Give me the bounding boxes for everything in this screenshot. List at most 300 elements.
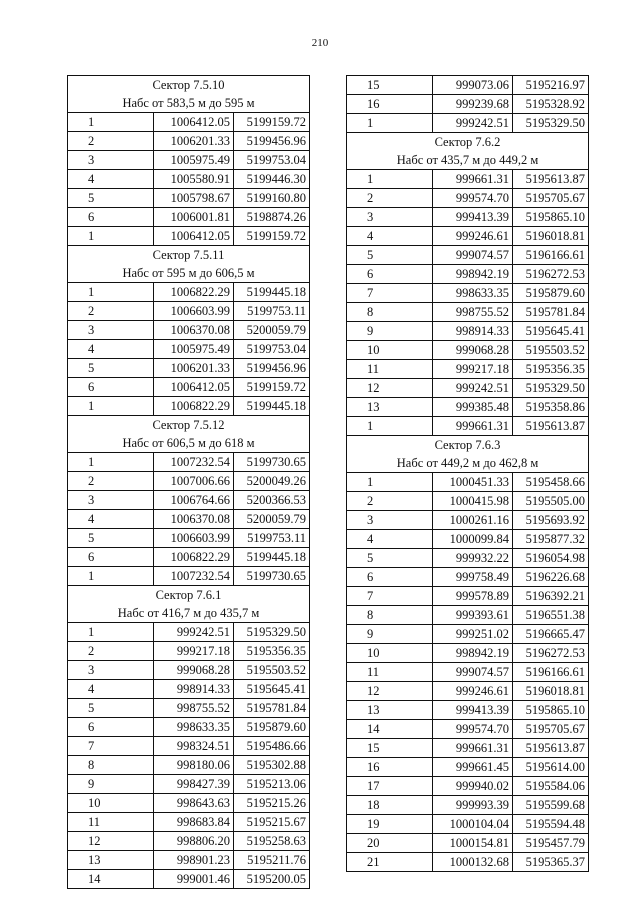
table-row <box>68 170 310 189</box>
table-row <box>68 813 310 832</box>
table-row <box>347 398 589 417</box>
point-number: 6 <box>68 208 154 227</box>
y-coordinate: 5195645.41 <box>234 680 310 699</box>
table-row <box>347 815 589 834</box>
y-coordinate: 5199730.65 <box>234 567 310 586</box>
y-coordinate: 5196018.81 <box>513 227 589 246</box>
y-coordinate: 5195693.92 <box>513 511 589 530</box>
table-row <box>347 76 589 95</box>
point-number: 9 <box>347 625 433 644</box>
y-coordinate: 5195584.06 <box>513 777 589 796</box>
x-coordinate: 1007232.54 <box>154 567 234 586</box>
point-number: 10 <box>347 341 433 360</box>
sector-range: Набс от 595 м до 606,5 м <box>68 264 310 283</box>
point-number: 1 <box>68 453 154 472</box>
x-coordinate: 998324.51 <box>154 737 234 756</box>
point-number: 13 <box>347 701 433 720</box>
y-coordinate: 5195705.67 <box>513 720 589 739</box>
y-coordinate: 5199753.04 <box>234 151 310 170</box>
x-coordinate: 1000415.98 <box>433 492 513 511</box>
table-row <box>68 453 310 472</box>
y-coordinate: 5195458.66 <box>513 473 589 492</box>
y-coordinate: 5195781.84 <box>234 699 310 718</box>
table-row <box>347 853 589 872</box>
x-coordinate: 998633.35 <box>154 718 234 737</box>
x-coordinate: 999246.61 <box>433 227 513 246</box>
y-coordinate: 5196018.81 <box>513 682 589 701</box>
point-number: 6 <box>347 265 433 284</box>
y-coordinate: 5195879.60 <box>513 284 589 303</box>
point-number: 2 <box>68 302 154 321</box>
point-number: 17 <box>347 777 433 796</box>
point-number: 3 <box>347 208 433 227</box>
y-coordinate: 5195781.84 <box>513 303 589 322</box>
y-coordinate: 5196166.61 <box>513 246 589 265</box>
table-row <box>68 680 310 699</box>
y-coordinate: 5195613.87 <box>513 170 589 189</box>
x-coordinate: 999251.02 <box>433 625 513 644</box>
point-number: 1 <box>347 114 433 133</box>
y-coordinate: 5195613.87 <box>513 739 589 758</box>
y-coordinate: 5199159.72 <box>234 378 310 397</box>
x-coordinate: 999932.22 <box>433 549 513 568</box>
x-coordinate: 999413.39 <box>433 208 513 227</box>
table-row <box>68 340 310 359</box>
x-coordinate: 999246.61 <box>433 682 513 701</box>
x-coordinate: 1006412.05 <box>154 113 234 132</box>
table-row <box>68 491 310 510</box>
coordinates-table-left <box>67 75 310 889</box>
y-coordinate: 5200366.53 <box>234 491 310 510</box>
x-coordinate: 1000099.84 <box>433 530 513 549</box>
y-coordinate: 5200059.79 <box>234 510 310 529</box>
point-number: 2 <box>68 472 154 491</box>
table-row <box>68 642 310 661</box>
y-coordinate: 5199753.11 <box>234 529 310 548</box>
y-coordinate: 5195216.97 <box>513 76 589 95</box>
x-coordinate: 999217.18 <box>154 642 234 661</box>
x-coordinate: 998683.84 <box>154 813 234 832</box>
point-number: 4 <box>68 340 154 359</box>
point-number: 5 <box>68 189 154 208</box>
table-row <box>68 529 310 548</box>
point-number: 19 <box>347 815 433 834</box>
point-number: 9 <box>68 775 154 794</box>
x-coordinate: 999661.45 <box>433 758 513 777</box>
sector-title-row <box>68 246 310 265</box>
x-coordinate: 1000261.16 <box>433 511 513 530</box>
point-number: 14 <box>68 870 154 889</box>
table-row <box>347 663 589 682</box>
y-coordinate: 5199753.11 <box>234 302 310 321</box>
y-coordinate: 5195879.60 <box>234 718 310 737</box>
x-coordinate: 1005975.49 <box>154 151 234 170</box>
x-coordinate: 998914.33 <box>433 322 513 341</box>
x-coordinate: 998633.35 <box>433 284 513 303</box>
point-number: 7 <box>68 737 154 756</box>
table-row <box>347 322 589 341</box>
x-coordinate: 999393.61 <box>433 606 513 625</box>
table-row <box>68 737 310 756</box>
table-row <box>347 417 589 436</box>
table-row <box>68 699 310 718</box>
table-row <box>68 567 310 586</box>
sector-range-row <box>347 151 589 170</box>
x-coordinate: 1000132.68 <box>433 853 513 872</box>
x-coordinate: 1006822.29 <box>154 397 234 416</box>
table-row <box>347 587 589 606</box>
table-row <box>347 114 589 133</box>
table-row <box>68 661 310 680</box>
point-number: 16 <box>347 758 433 777</box>
sector-range: Набс от 449,2 м до 462,8 м <box>347 454 589 473</box>
y-coordinate: 5199159.72 <box>234 113 310 132</box>
point-number: 3 <box>68 321 154 340</box>
table-row <box>68 756 310 775</box>
y-coordinate: 5195503.52 <box>234 661 310 680</box>
table-row <box>347 739 589 758</box>
point-number: 4 <box>68 170 154 189</box>
x-coordinate: 998643.63 <box>154 794 234 813</box>
x-coordinate: 999578.89 <box>433 587 513 606</box>
y-coordinate: 5195877.32 <box>513 530 589 549</box>
sector-title: Сектор 7.6.3 <box>347 436 589 455</box>
x-coordinate: 999413.39 <box>433 701 513 720</box>
x-coordinate: 1007006.66 <box>154 472 234 491</box>
table-row <box>347 777 589 796</box>
sector-range-row <box>68 264 310 283</box>
y-coordinate: 5200049.26 <box>234 472 310 491</box>
y-coordinate: 5195865.10 <box>513 208 589 227</box>
x-coordinate: 1000104.04 <box>433 815 513 834</box>
sector-title: Сектор 7.6.2 <box>347 133 589 152</box>
table-row <box>347 606 589 625</box>
x-coordinate: 998180.06 <box>154 756 234 775</box>
point-number: 4 <box>347 227 433 246</box>
x-coordinate: 1006822.29 <box>154 548 234 567</box>
table-row <box>347 189 589 208</box>
point-number: 8 <box>347 606 433 625</box>
y-coordinate: 5195613.87 <box>513 417 589 436</box>
sector-range: Набс от 416,7 м до 435,7 м <box>68 604 310 623</box>
point-number: 2 <box>347 189 433 208</box>
y-coordinate: 5196166.61 <box>513 663 589 682</box>
x-coordinate: 1005975.49 <box>154 340 234 359</box>
coordinates-table-right <box>346 75 589 872</box>
x-coordinate: 998914.33 <box>154 680 234 699</box>
y-coordinate: 5195594.48 <box>513 815 589 834</box>
table-row <box>68 472 310 491</box>
y-coordinate: 5195614.00 <box>513 758 589 777</box>
table-row <box>347 360 589 379</box>
x-coordinate: 998755.52 <box>154 699 234 718</box>
x-coordinate: 1005580.91 <box>154 170 234 189</box>
x-coordinate: 998806.20 <box>154 832 234 851</box>
x-coordinate: 1006201.33 <box>154 132 234 151</box>
y-coordinate: 5195329.50 <box>513 114 589 133</box>
table-row <box>347 473 589 492</box>
table-row <box>68 359 310 378</box>
point-number: 2 <box>68 642 154 661</box>
y-coordinate: 5195302.88 <box>234 756 310 775</box>
y-coordinate: 5195329.50 <box>513 379 589 398</box>
point-number: 6 <box>347 568 433 587</box>
x-coordinate: 999574.70 <box>433 189 513 208</box>
table-row <box>347 511 589 530</box>
point-number: 1 <box>68 113 154 132</box>
y-coordinate: 5199456.96 <box>234 359 310 378</box>
table-row <box>347 208 589 227</box>
point-number: 13 <box>347 398 433 417</box>
point-number: 7 <box>347 587 433 606</box>
sector-title: Сектор 7.5.10 <box>68 76 310 95</box>
point-number: 5 <box>347 246 433 265</box>
y-coordinate: 5198874.26 <box>234 208 310 227</box>
x-coordinate: 1006764.66 <box>154 491 234 510</box>
y-coordinate: 5195505.00 <box>513 492 589 511</box>
point-number: 10 <box>68 794 154 813</box>
table-row <box>347 492 589 511</box>
x-coordinate: 998942.19 <box>433 265 513 284</box>
y-coordinate: 5195356.35 <box>513 360 589 379</box>
point-number: 18 <box>347 796 433 815</box>
point-number: 11 <box>347 360 433 379</box>
y-coordinate: 5199446.30 <box>234 170 310 189</box>
x-coordinate: 999574.70 <box>433 720 513 739</box>
point-number: 2 <box>68 132 154 151</box>
y-coordinate: 5195328.92 <box>513 95 589 114</box>
table-row <box>347 303 589 322</box>
point-number: 13 <box>68 851 154 870</box>
sector-range-row <box>68 94 310 113</box>
x-coordinate: 999242.51 <box>433 114 513 133</box>
table-row <box>68 132 310 151</box>
x-coordinate: 999239.68 <box>433 95 513 114</box>
x-coordinate: 999068.28 <box>154 661 234 680</box>
x-coordinate: 1006822.29 <box>154 283 234 302</box>
x-coordinate: 999661.31 <box>433 739 513 758</box>
point-number: 1 <box>68 623 154 642</box>
table-row <box>347 530 589 549</box>
y-coordinate: 5195486.66 <box>234 737 310 756</box>
y-coordinate: 5195645.41 <box>513 322 589 341</box>
point-number: 12 <box>68 832 154 851</box>
table-row <box>347 796 589 815</box>
sector-title: Сектор 7.5.11 <box>68 246 310 265</box>
point-number: 9 <box>347 322 433 341</box>
point-number: 1 <box>68 283 154 302</box>
y-coordinate: 5199445.18 <box>234 397 310 416</box>
y-coordinate: 5195865.10 <box>513 701 589 720</box>
point-number: 5 <box>68 529 154 548</box>
y-coordinate: 5195365.37 <box>513 853 589 872</box>
x-coordinate: 999242.51 <box>154 623 234 642</box>
sector-range: Набс от 583,5 м до 595 м <box>68 94 310 113</box>
table-row <box>68 397 310 416</box>
point-number: 3 <box>68 151 154 170</box>
point-number: 3 <box>68 661 154 680</box>
table-row <box>68 189 310 208</box>
table-row <box>68 151 310 170</box>
x-coordinate: 998901.23 <box>154 851 234 870</box>
x-coordinate: 999993.39 <box>433 796 513 815</box>
y-coordinate: 5199445.18 <box>234 548 310 567</box>
table-row <box>347 246 589 265</box>
sector-title: Сектор 7.6.1 <box>68 586 310 605</box>
x-coordinate: 1007232.54 <box>154 453 234 472</box>
point-number: 1 <box>68 397 154 416</box>
y-coordinate: 5200059.79 <box>234 321 310 340</box>
y-coordinate: 5196665.47 <box>513 625 589 644</box>
x-coordinate: 999068.28 <box>433 341 513 360</box>
sector-title-row <box>68 586 310 605</box>
point-number: 5 <box>347 549 433 568</box>
table-row <box>347 227 589 246</box>
y-coordinate: 5195258.63 <box>234 832 310 851</box>
sector-title-row <box>68 416 310 435</box>
x-coordinate: 1006370.08 <box>154 510 234 529</box>
table-row <box>347 834 589 853</box>
x-coordinate: 998942.19 <box>433 644 513 663</box>
table-row <box>68 208 310 227</box>
table-row <box>68 113 310 132</box>
x-coordinate: 999074.57 <box>433 663 513 682</box>
point-number: 8 <box>347 303 433 322</box>
x-coordinate: 999661.31 <box>433 170 513 189</box>
point-number: 1 <box>347 473 433 492</box>
point-number: 8 <box>68 756 154 775</box>
x-coordinate: 1006370.08 <box>154 321 234 340</box>
table-row <box>68 851 310 870</box>
x-coordinate: 1006603.99 <box>154 529 234 548</box>
point-number: 14 <box>347 720 433 739</box>
table-row <box>347 625 589 644</box>
table-row <box>347 682 589 701</box>
point-number: 15 <box>347 76 433 95</box>
table-row <box>347 568 589 587</box>
table-row <box>347 644 589 663</box>
point-number: 11 <box>68 813 154 832</box>
point-number: 1 <box>347 170 433 189</box>
sector-range: Набс от 435,7 м до 449,2 м <box>347 151 589 170</box>
y-coordinate: 5196551.38 <box>513 606 589 625</box>
point-number: 6 <box>68 378 154 397</box>
point-number: 5 <box>68 699 154 718</box>
point-number: 12 <box>347 379 433 398</box>
x-coordinate: 1006412.05 <box>154 227 234 246</box>
y-coordinate: 5196226.68 <box>513 568 589 587</box>
point-number: 6 <box>68 548 154 567</box>
x-coordinate: 1000154.81 <box>433 834 513 853</box>
table-row <box>68 283 310 302</box>
table-row <box>68 870 310 889</box>
x-coordinate: 1000451.33 <box>433 473 513 492</box>
x-coordinate: 999217.18 <box>433 360 513 379</box>
point-number: 5 <box>68 359 154 378</box>
table-row <box>347 549 589 568</box>
table-row <box>347 95 589 114</box>
sector-range-row <box>68 434 310 453</box>
y-coordinate: 5199159.72 <box>234 227 310 246</box>
y-coordinate: 5196272.53 <box>513 265 589 284</box>
x-coordinate: 999001.46 <box>154 870 234 889</box>
x-coordinate: 999242.51 <box>433 379 513 398</box>
table-row <box>347 341 589 360</box>
x-coordinate: 1006412.05 <box>154 378 234 397</box>
table-row <box>68 775 310 794</box>
x-coordinate: 999073.06 <box>433 76 513 95</box>
sector-title-row <box>347 133 589 152</box>
y-coordinate: 5195705.67 <box>513 189 589 208</box>
point-number: 4 <box>68 510 154 529</box>
table-row <box>347 379 589 398</box>
table-row <box>347 170 589 189</box>
table-row <box>68 548 310 567</box>
sector-range-row <box>347 454 589 473</box>
table-row <box>68 718 310 737</box>
point-number: 3 <box>347 511 433 530</box>
table-row <box>68 321 310 340</box>
y-coordinate: 5195356.35 <box>234 642 310 661</box>
table-row <box>68 794 310 813</box>
y-coordinate: 5195215.67 <box>234 813 310 832</box>
sector-range-row <box>68 604 310 623</box>
point-number: 1 <box>347 417 433 436</box>
point-number: 7 <box>347 284 433 303</box>
y-coordinate: 5196054.98 <box>513 549 589 568</box>
y-coordinate: 5195215.26 <box>234 794 310 813</box>
table-row <box>68 227 310 246</box>
y-coordinate: 5196392.21 <box>513 587 589 606</box>
y-coordinate: 5199445.18 <box>234 283 310 302</box>
sector-title: Сектор 7.5.12 <box>68 416 310 435</box>
point-number: 16 <box>347 95 433 114</box>
point-number: 1 <box>68 567 154 586</box>
x-coordinate: 999758.49 <box>433 568 513 587</box>
y-coordinate: 5195211.76 <box>234 851 310 870</box>
point-number: 3 <box>68 491 154 510</box>
table-row <box>68 623 310 642</box>
y-coordinate: 5199160.80 <box>234 189 310 208</box>
table-row <box>68 302 310 321</box>
point-number: 6 <box>68 718 154 737</box>
x-coordinate: 999940.02 <box>433 777 513 796</box>
y-coordinate: 5195503.52 <box>513 341 589 360</box>
point-number: 21 <box>347 853 433 872</box>
y-coordinate: 5195329.50 <box>234 623 310 642</box>
y-coordinate: 5199753.04 <box>234 340 310 359</box>
x-coordinate: 999385.48 <box>433 398 513 417</box>
point-number: 4 <box>68 680 154 699</box>
table-row <box>347 758 589 777</box>
point-number: 11 <box>347 663 433 682</box>
point-number: 10 <box>347 644 433 663</box>
point-number: 4 <box>347 530 433 549</box>
y-coordinate: 5195213.06 <box>234 775 310 794</box>
sector-range: Набс от 606,5 м до 618 м <box>68 434 310 453</box>
table-row <box>68 378 310 397</box>
y-coordinate: 5195358.86 <box>513 398 589 417</box>
table-row <box>68 510 310 529</box>
point-number: 2 <box>347 492 433 511</box>
x-coordinate: 998755.52 <box>433 303 513 322</box>
sector-title-row <box>347 436 589 455</box>
y-coordinate: 5199456.96 <box>234 132 310 151</box>
point-number: 15 <box>347 739 433 758</box>
point-number: 20 <box>347 834 433 853</box>
y-coordinate: 5199730.65 <box>234 453 310 472</box>
x-coordinate: 1006603.99 <box>154 302 234 321</box>
